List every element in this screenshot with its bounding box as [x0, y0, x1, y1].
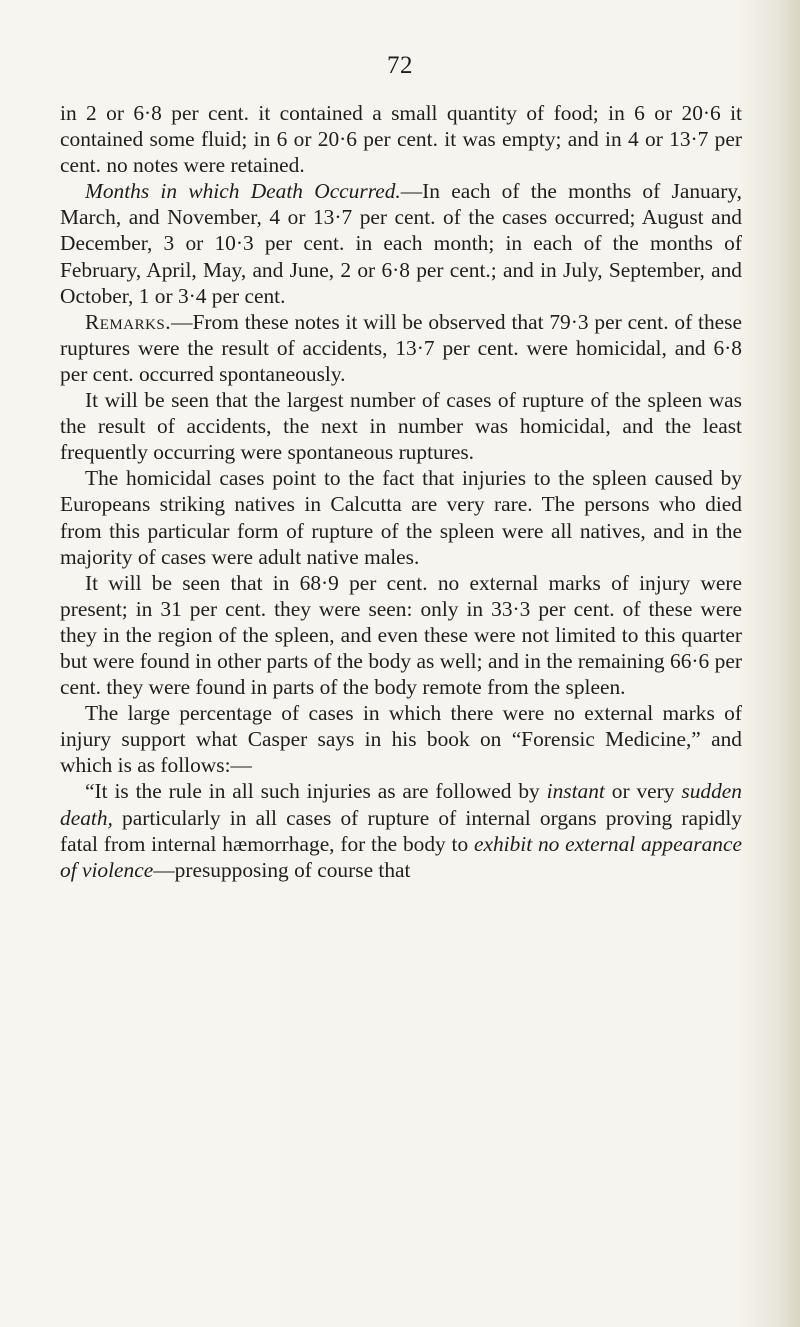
quote-text: or very — [604, 779, 682, 804]
quote-emphasis: exhibit no external appearance of violence — [60, 831, 742, 882]
paragraph-stomach-contents: in 2 or 6·8 per cent. it contained a small quantity of food; in 6 or 20·6 it contained some fluid; in 6 or 20·6 per cent. it was empty; and in 4 or 13·7 per cent. no notes were retained. — [60, 101, 742, 178]
page-number: 72 — [387, 52, 413, 79]
paragraph-casper-quote — [60, 778, 742, 882]
paragraph-remarks — [60, 309, 742, 387]
remarks-label: Remarks. — [85, 309, 172, 334]
paragraph-largest-number: It will be seen that the largest number of cases of rupture of the spleen was the result of accidents, the next in number was homicidal, and the least frequently occurring were spontaneous ruptures. — [60, 388, 742, 465]
quote-text: “It is the rule in all such injuries as are followed by — [85, 779, 547, 804]
quote-emphasis: instant — [546, 779, 605, 804]
paragraph-external-marks: It will be seen that in 68·9 per cent. no external marks of injury were present; in 31 per cent. they were seen: only in 33·3 per cent. of these were they in the region of the spleen, and even these were not limited to this quarter but were found in other parts of the body as well; and in the remaining 66·6 per cent. they were found in parts of the body remote from the spleen. — [60, 570, 742, 700]
quote-text: particularly in all cases of rupture of internal organs proving rapidly fatal from internal hæmorrhage, for the body to — [60, 805, 742, 856]
section-heading-months: Months in which Death Occurred. — [85, 179, 401, 204]
quote-emphasis: sudden death, — [60, 779, 742, 830]
paragraph-months-text: —In each of the months of January, March, and November, 4 or 13·7 per cent. of the cases occurred; August and December, 3 or 10·3 per cent. in each month; in each of the months of February, April, May, and June, 2 or 6·8 per cent.; and in July, September, and October, 1 or 3·4 per cent. — [60, 179, 742, 308]
paragraph-casper-reference: The large percentage of cases in which there were no external marks of injury support what Casper says in his book on “Forensic Medicine,” and which is as follows:— — [60, 701, 742, 778]
paragraph-remarks-text: —From these notes it will be observed that 79·3 per cent. of these ruptures were the result of accidents, 13·7 per cent. were homicidal, and 6·8 per cent. occurred spontaneously. — [60, 309, 742, 386]
quote-text: —presupposing of course that — [153, 857, 411, 882]
paragraph-homicidal-cases: The homicidal cases point to the fact that injuries to the spleen caused by Europeans striking natives in Calcutta are very rare. The persons who died from this particular form of rupture of the spleen were all natives, and in the majority of cases were adult native males. — [60, 466, 742, 569]
paragraph-months-of-death — [60, 178, 742, 308]
page-body — [60, 100, 742, 883]
